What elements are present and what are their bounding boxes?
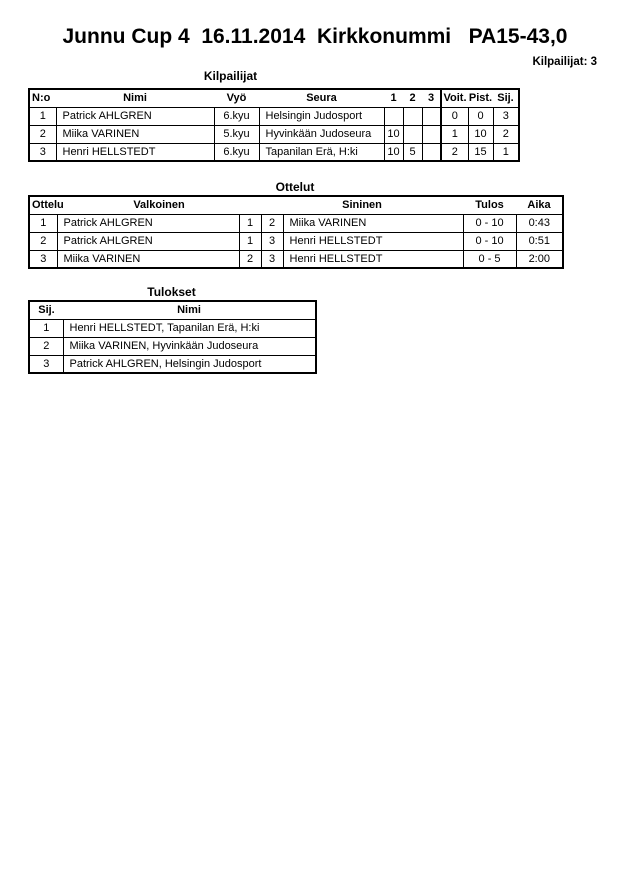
cell-round2-score [403,125,422,143]
cell-round2-score: 5 [403,143,422,161]
cell-white-no: 2 [239,250,261,268]
cell-competitor-name: Henri HELLSTEDT [56,143,214,161]
col-header-blue: Sininen [261,196,463,214]
cell-match-no: 3 [29,250,57,268]
cell-points: 15 [468,143,493,161]
cell-competitor-name: Patrick AHLGREN [56,107,214,125]
cell-wins: 2 [441,143,468,161]
cell-round1-score: 10 [384,125,403,143]
cell-white-name: Patrick AHLGREN [57,232,239,250]
col-header-match-no: Ottelu [29,196,57,214]
matches-heading: Ottelut [275,180,315,194]
cell-white-no: 1 [239,214,261,232]
col-header-white: Valkoinen [57,196,261,214]
cell-blue-no: 2 [261,214,283,232]
cell-result: 0 - 5 [463,250,516,268]
cell-blue-name: Miika VARINEN [283,214,463,232]
cell-competitor-belt: 5.kyu [214,125,259,143]
cell-placement: 3 [29,355,63,373]
col-header-no: N:o [29,89,56,107]
table-row [29,125,519,143]
cell-competitor-no: 3 [29,143,56,161]
cell-match-no: 2 [29,232,57,250]
results-table [28,300,317,374]
cell-round3-score [422,107,441,125]
matches-table [28,195,564,269]
cell-round3-score [422,125,441,143]
cell-blue-no: 3 [261,250,283,268]
competitors-header-row [29,89,519,107]
cell-competitor-belt: 6.kyu [214,143,259,161]
cell-competitor-club: Hyvinkään Judoseura [259,125,384,143]
col-header-rank: Sij. [493,89,519,107]
cell-rank: 2 [493,125,519,143]
cell-result-name: Miika VARINEN, Hyvinkään Judoseura [63,337,316,355]
cell-round1-score: 10 [384,143,403,161]
col-header-time: Aika [516,196,563,214]
cell-time: 0:51 [516,232,563,250]
col-header-round3: 3 [422,89,441,107]
table-row [29,355,316,373]
cell-blue-no: 3 [261,232,283,250]
cell-time: 2:00 [516,250,563,268]
cell-competitor-no: 2 [29,125,56,143]
col-header-result: Tulos [463,196,516,214]
cell-match-no: 1 [29,214,57,232]
col-header-wins: Voit. [441,89,468,107]
cell-competitor-club: Tapanilan Erä, H:ki [259,143,384,161]
table-row [29,107,519,125]
cell-white-name: Patrick AHLGREN [57,214,239,232]
table-row [29,232,563,250]
col-header-points: Pist. [468,89,493,107]
cell-result: 0 - 10 [463,214,516,232]
col-header-placement: Sij. [29,301,63,319]
cell-rank: 1 [493,143,519,161]
cell-competitor-name: Miika VARINEN [56,125,214,143]
cell-round1-score [384,107,403,125]
cell-result-name: Patrick AHLGREN, Helsingin Judosport [63,355,316,373]
cell-wins: 1 [441,125,468,143]
cell-white-no: 1 [239,232,261,250]
cell-points: 0 [468,107,493,125]
cell-white-name: Miika VARINEN [57,250,239,268]
table-row [29,250,563,268]
matches-header-row [29,196,563,214]
results-header-row [29,301,316,319]
cell-competitor-belt: 6.kyu [214,107,259,125]
col-header-result-name: Nimi [63,301,316,319]
table-row [29,143,519,161]
cell-time: 0:43 [516,214,563,232]
cell-result: 0 - 10 [463,232,516,250]
competitors-heading: Kilpailijat [203,69,258,83]
col-header-club: Seura [259,89,384,107]
cell-blue-name: Henri HELLSTEDT [283,250,463,268]
competitors-count: Kilpailijat: 3 [532,56,597,68]
table-row [29,319,316,337]
col-header-name: Nimi [56,89,214,107]
cell-competitor-club: Helsingin Judosport [259,107,384,125]
cell-placement: 1 [29,319,63,337]
cell-round3-score [422,143,441,161]
table-row [29,214,563,232]
cell-points: 10 [468,125,493,143]
results-heading: Tulokset [147,285,196,299]
col-header-round2: 2 [403,89,422,107]
cell-competitor-no: 1 [29,107,56,125]
col-header-belt: Vyö [214,89,259,107]
cell-wins: 0 [441,107,468,125]
cell-rank: 3 [493,107,519,125]
cell-result-name: Henri HELLSTEDT, Tapanilan Erä, H:ki [63,319,316,337]
cell-round2-score [403,107,422,125]
cell-placement: 2 [29,337,63,355]
cell-blue-name: Henri HELLSTEDT [283,232,463,250]
page-title: Junnu Cup 4 16.11.2014 Kirkkonummi PA15-43,0 [62,25,568,48]
col-header-round1: 1 [384,89,403,107]
table-row [29,337,316,355]
competitors-table [28,88,520,162]
